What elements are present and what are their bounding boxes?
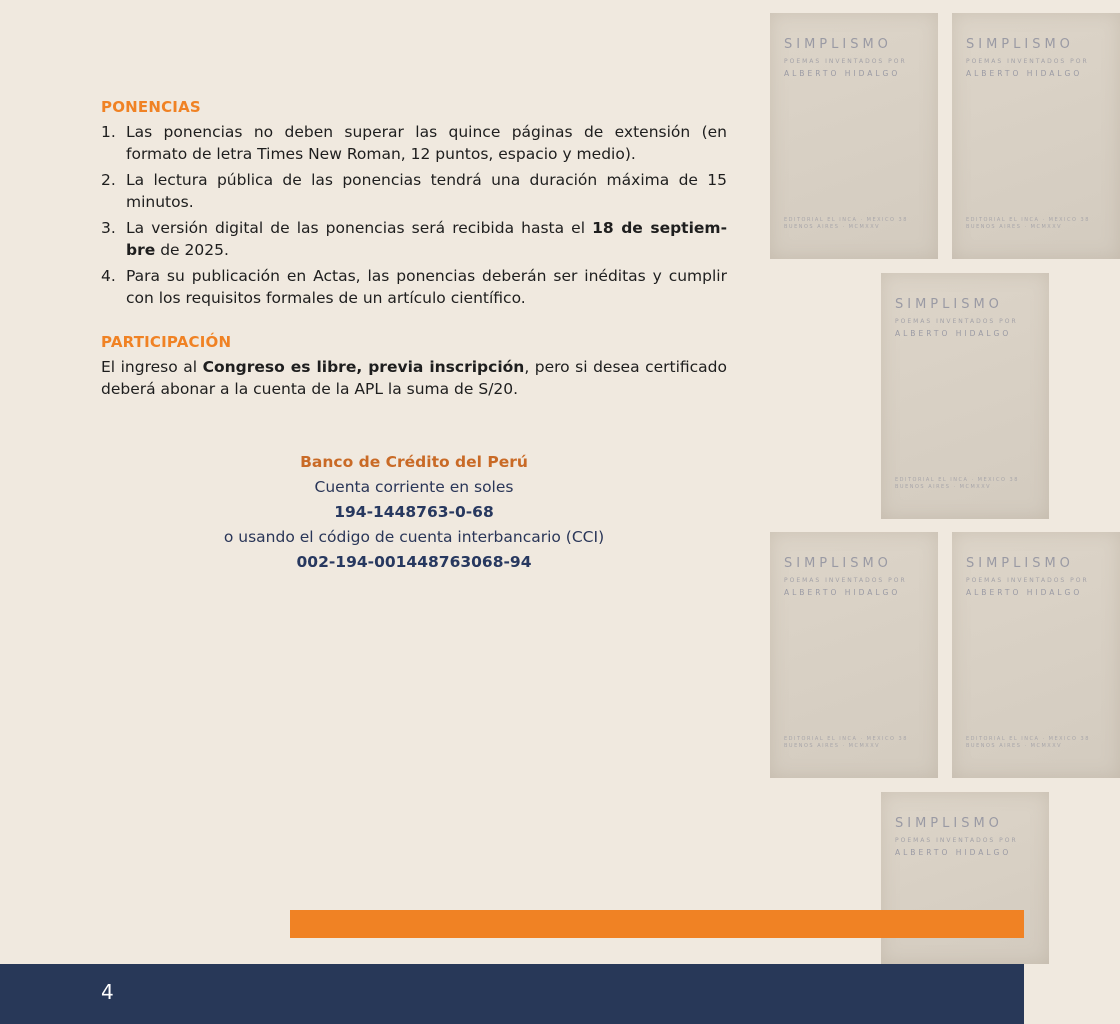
item-text: La versión digital de las ponencias será recibida hasta el — [126, 219, 593, 237]
list-item — [101, 170, 727, 213]
cover-author: ALBERTO HIDALGO — [966, 69, 1083, 78]
deadline-date: 18 de septiem-bre — [126, 219, 727, 259]
cover-subtitle: POEMAS INVENTADOS POR — [966, 58, 1089, 65]
account-number: 194-1448763-0-68 — [334, 503, 494, 521]
cover-subtitle: POEMAS INVENTADOS POR — [966, 577, 1089, 584]
cover-title: SIMPLISMO — [966, 37, 1074, 52]
cover-author: ALBERTO HIDALGO — [784, 69, 901, 78]
book-cover — [881, 792, 1049, 964]
cover-author: ALBERTO HIDALGO — [784, 588, 901, 597]
book-cover — [952, 13, 1120, 259]
cover-publisher: BUENOS AIRES · MCMXXV — [784, 224, 881, 230]
participacion-section — [101, 333, 727, 400]
item-number: 1. — [101, 123, 116, 141]
book-cover — [770, 532, 938, 778]
participacion-text — [101, 357, 727, 400]
footer-bar — [0, 964, 1024, 1024]
item-text: de 2025. — [155, 240, 229, 259]
book-cover — [881, 273, 1049, 519]
cover-subtitle: POEMAS INVENTADOS POR — [784, 577, 907, 584]
cover-subtitle: POEMAS INVENTADOS POR — [895, 318, 1018, 325]
item-text: La lectura pública de las ponencias tendrá una duración máxima de 15 minutos. — [126, 171, 727, 211]
ponencias-list — [101, 122, 727, 309]
cover-publisher: BUENOS AIRES · MCMXXV — [966, 224, 1063, 230]
list-item — [101, 266, 727, 309]
cover-publisher: BUENOS AIRES · MCMXXV — [895, 484, 992, 490]
book-cover — [952, 532, 1120, 778]
cci-label: o usando el código de cuenta interbancario (CCI) — [223, 528, 605, 546]
cover-publisher: EDITORIAL EL INCA · MEXICO 38 — [784, 736, 908, 742]
cover-title: SIMPLISMO — [784, 37, 892, 52]
participacion-heading: PARTICIPACIÓN — [101, 333, 232, 351]
cover-subtitle: POEMAS INVENTADOS POR — [784, 58, 907, 65]
orange-accent-bar — [290, 910, 1024, 938]
cover-publisher: EDITORIAL EL INCA · MEXICO 38 — [966, 736, 1090, 742]
cover-publisher: BUENOS AIRES · MCMXXV — [784, 743, 881, 749]
cover-subtitle: POEMAS INVENTADOS POR — [895, 837, 1018, 844]
cci-number: 002-194-001448763068-94 — [296, 553, 532, 571]
item-number: 3. — [101, 219, 116, 237]
ponencias-heading: PONENCIAS — [101, 98, 201, 116]
cover-publisher: EDITORIAL EL INCA · MEXICO 38 — [966, 217, 1090, 223]
cover-publisher: EDITORIAL EL INCA · MEXICO 38 — [784, 217, 908, 223]
cover-publisher: BUENOS AIRES · MCMXXV — [966, 743, 1063, 749]
bank-info — [101, 450, 727, 575]
item-number: 2. — [101, 171, 116, 189]
content-area — [101, 98, 727, 400]
cover-title: SIMPLISMO — [784, 556, 892, 571]
item-text: Para su publicación en Actas, las ponencias deberán ser inéditas y cumplir con los requisitos formales de un artículo científico. — [126, 267, 727, 307]
cover-title: SIMPLISMO — [966, 556, 1074, 571]
cover-title: SIMPLISMO — [895, 297, 1003, 312]
item-text: Las ponencias no deben superar las quince páginas de extensión (en formato de letra Times New Roman, 12 puntos, espacio y medio). — [126, 123, 727, 163]
book-cover — [770, 13, 938, 259]
item-number: 4. — [101, 267, 116, 285]
cover-publisher: EDITORIAL EL INCA · MEXICO 38 — [895, 477, 1019, 483]
cover-author: ALBERTO HIDALGO — [966, 588, 1083, 597]
cover-author: ALBERTO HIDALGO — [895, 848, 1012, 857]
bank-name: Banco de Crédito del Perú — [300, 453, 528, 471]
cover-author: ALBERTO HIDALGO — [895, 329, 1012, 338]
page-number: 4 — [101, 980, 114, 1004]
participacion-pre: El ingreso al — [101, 358, 203, 376]
account-type: Cuenta corriente en soles — [314, 478, 514, 496]
participacion-post: , pero si desea certificado deberá abonar a la cuenta de la APL la suma de S/20. — [101, 358, 728, 398]
cover-title: SIMPLISMO — [895, 816, 1003, 831]
list-item — [101, 122, 727, 165]
list-item — [101, 218, 727, 261]
participacion-bold: Congreso es libre, previa inscripción — [202, 358, 525, 376]
